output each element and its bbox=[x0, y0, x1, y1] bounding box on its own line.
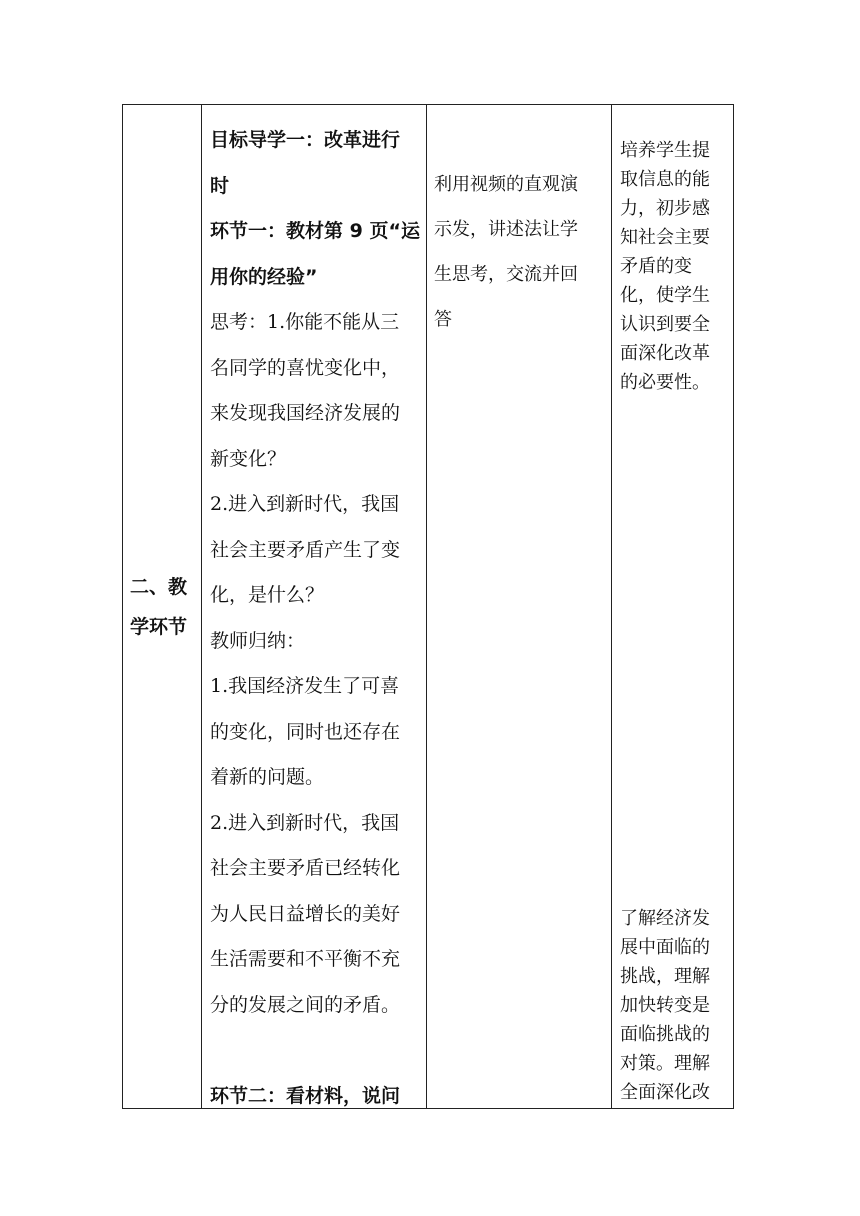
column-divider bbox=[611, 104, 612, 1109]
content-line: 新变化？ bbox=[210, 447, 287, 470]
method-line: 示发，讲述法让学 bbox=[434, 219, 578, 240]
goal-line: 面临挑战的 bbox=[620, 1024, 710, 1045]
content-line: 来发现我国经济发展的 bbox=[210, 402, 401, 424]
goal-line: 全面深化改 bbox=[620, 1082, 710, 1103]
content-line: 环节二：看材料，说问 bbox=[210, 1084, 401, 1107]
content-line: 目标导学一：改革进行 bbox=[210, 129, 401, 151]
content-line: 着新的问题。 bbox=[210, 766, 325, 788]
content-line: 化，是什么？ bbox=[210, 584, 325, 606]
method-line: 生思考，交流并回 bbox=[434, 264, 578, 285]
goal-line: 化，使学生 bbox=[620, 285, 710, 306]
goal-line: 力，初步感 bbox=[620, 198, 710, 219]
goal-line: 的必要性。 bbox=[620, 372, 710, 393]
goal-line: 取信息的能 bbox=[620, 169, 710, 190]
content-line: 用你的经验” bbox=[210, 265, 318, 288]
content-line: 环节一：教材第 9 页“运 bbox=[210, 220, 420, 242]
content-line: 1.我国经济发生了可喜 bbox=[210, 675, 400, 697]
goal-line: 展中面临的 bbox=[620, 937, 710, 958]
goal-line: 加快转变是 bbox=[620, 995, 710, 1016]
goal-cell-2 bbox=[620, 904, 730, 1107]
stage-cell bbox=[122, 104, 202, 1109]
goal-line: 了解经济发 bbox=[620, 908, 710, 929]
goal-line: 挑战，理解 bbox=[620, 966, 710, 987]
goal-line: 矛盾的变 bbox=[620, 256, 692, 277]
method-cell bbox=[434, 162, 606, 342]
content-line: 2.进入到新时代，我国 bbox=[210, 811, 400, 834]
goal-line: 认识到要全 bbox=[620, 314, 710, 335]
goal-line: 培养学生提 bbox=[620, 140, 710, 161]
content-line: 思考：1.你能不能从三 bbox=[210, 311, 400, 333]
teaching-content-cell bbox=[210, 118, 424, 1119]
content-line: 为人民日益增长的美好 bbox=[210, 902, 401, 925]
content-line: 分的发展之间的矛盾。 bbox=[210, 993, 401, 1016]
content-line: 教师归纳： bbox=[210, 629, 306, 652]
content-line: 生活需要和不平衡不充 bbox=[210, 948, 401, 970]
content-line: 时 bbox=[210, 174, 230, 197]
content-line: 社会主要矛盾已经转化 bbox=[210, 857, 401, 879]
goal-line: 面深化改革 bbox=[620, 343, 710, 364]
goal-line: 对策。理解 bbox=[620, 1053, 710, 1074]
content-line: 的变化，同时也还存在 bbox=[210, 720, 401, 743]
content-line bbox=[210, 1028, 424, 1074]
method-line: 利用视频的直观演 bbox=[434, 174, 578, 195]
goal-line: 知社会主要 bbox=[620, 227, 710, 248]
content-line: 社会主要矛盾产生了变 bbox=[210, 538, 401, 561]
content-line: 2.进入到新时代，我国 bbox=[210, 493, 400, 515]
content-line: 名同学的喜忧变化中， bbox=[210, 356, 401, 379]
stage-label: 二、教 学环节 bbox=[130, 575, 188, 638]
column-divider bbox=[426, 104, 427, 1109]
method-line: 答 bbox=[434, 309, 452, 330]
goal-cell-1 bbox=[620, 136, 730, 397]
